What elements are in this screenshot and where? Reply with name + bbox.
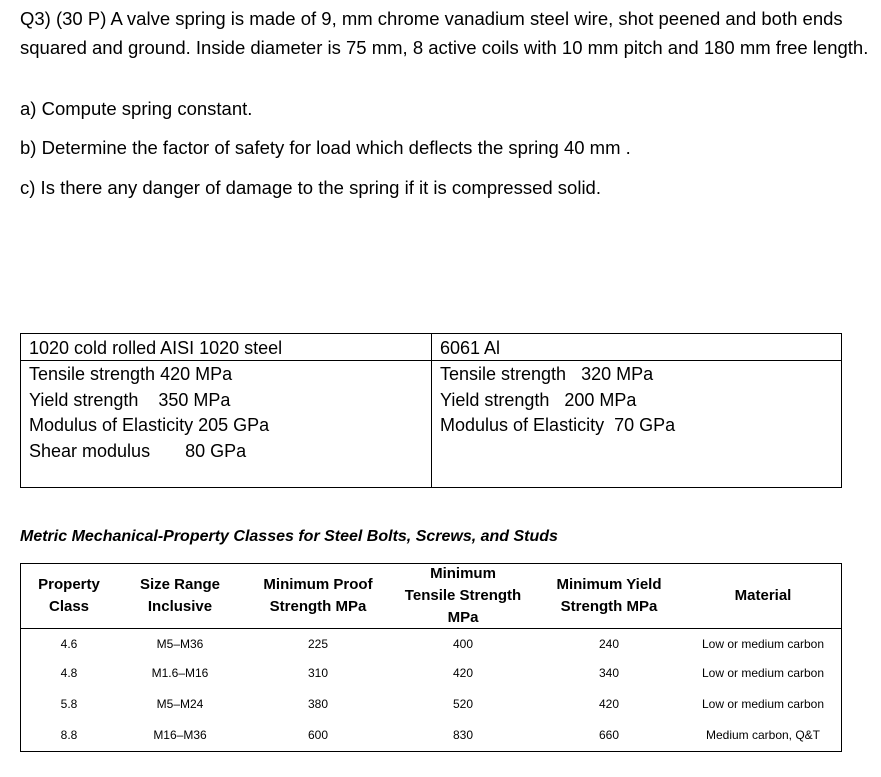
bolt-properties-table (20, 563, 842, 752)
cell-size-range: M16–M36 (153, 728, 207, 742)
cell-property-class: 4.6 (60, 637, 78, 651)
question-part-a: a) Compute spring constant. (20, 98, 253, 119)
question-part-b: b) Determine the factor of safety for load which deflects the spring 40 mm . (20, 137, 631, 158)
cell-yield-strength: 340 (598, 666, 620, 680)
cell-tensile-strength: 400 (452, 637, 474, 651)
header-material: Material (734, 587, 792, 604)
header-yield-strength: Minimum Yield Strength MPa (556, 576, 662, 615)
aluminum-name: 6061 Al (432, 334, 841, 361)
steel-tensile-strength: Tensile strength 420 MPa (29, 364, 233, 384)
question-text (20, 4, 876, 62)
cell-yield-strength: 420 (598, 697, 620, 711)
cell-material: Low or medium carbon (701, 666, 825, 680)
cell-yield-strength: 660 (598, 728, 620, 742)
cell-proof-strength: 600 (307, 728, 329, 742)
header-size-range: Size Range Inclusive (139, 576, 221, 615)
bolt-table-header-row (21, 564, 841, 629)
header-proof-strength: Minimum Proof Strength MPa (263, 576, 373, 615)
question-part-c: c) Is there any danger of damage to the spring if it is compressed solid. (20, 177, 601, 198)
table-row (21, 720, 841, 750)
cell-property-class: 4.8 (60, 666, 78, 680)
cell-tensile-strength: 830 (452, 728, 474, 742)
cell-tensile-strength: 520 (452, 697, 474, 711)
header-tensile-strength: Minimum Tensile Strength MPa (404, 565, 522, 626)
cell-material: Low or medium carbon (701, 637, 825, 651)
cell-material: Medium carbon, Q&T (705, 728, 821, 742)
question-statement: Q3) (30 P) A valve spring is made of 9, mm chrome vanadium steel wire, shot peened and both ends squared and ground. Inside diameter is 75 mm, 8 active coils with 10 mm pitch and 180 mm free length. (20, 8, 869, 58)
steel-yield-strength: Yield strength 350 MPa (29, 389, 231, 410)
aluminum-properties-column (432, 334, 841, 487)
cell-yield-strength: 240 (598, 637, 620, 651)
material-properties-table (20, 333, 842, 488)
table-row (21, 658, 841, 688)
table-row (21, 689, 841, 719)
cell-proof-strength: 380 (307, 697, 329, 711)
steel-name: 1020 cold rolled AISI 1020 steel (21, 334, 431, 361)
bolt-table-caption: Metric Mechanical-Property Classes for Steel Bolts, Screws, and Studs (20, 528, 558, 545)
cell-proof-strength: 225 (307, 637, 329, 651)
cell-size-range: M5–M36 (156, 637, 204, 651)
aluminum-tensile-strength: Tensile strength 320 MPa (440, 364, 654, 384)
cell-size-range: M5–M24 (156, 697, 204, 711)
steel-properties-column (21, 334, 432, 487)
cell-property-class: 8.8 (60, 728, 78, 742)
steel-shear-modulus: Shear modulus 80 GPa (29, 440, 247, 461)
steel-modulus-of-elasticity: Modulus of Elasticity 205 GPa (29, 415, 270, 435)
cell-proof-strength: 310 (307, 666, 329, 680)
aluminum-yield-strength: Yield strength 200 MPa (440, 389, 637, 410)
cell-property-class: 5.8 (60, 697, 78, 711)
table-row (21, 629, 841, 659)
cell-material: Low or medium carbon (701, 697, 825, 711)
aluminum-modulus-of-elasticity: Modulus of Elasticity 70 GPa (440, 415, 676, 435)
cell-size-range: M1.6–M16 (151, 666, 209, 680)
cell-tensile-strength: 420 (452, 666, 474, 680)
header-property-class: Property Class (38, 576, 100, 615)
